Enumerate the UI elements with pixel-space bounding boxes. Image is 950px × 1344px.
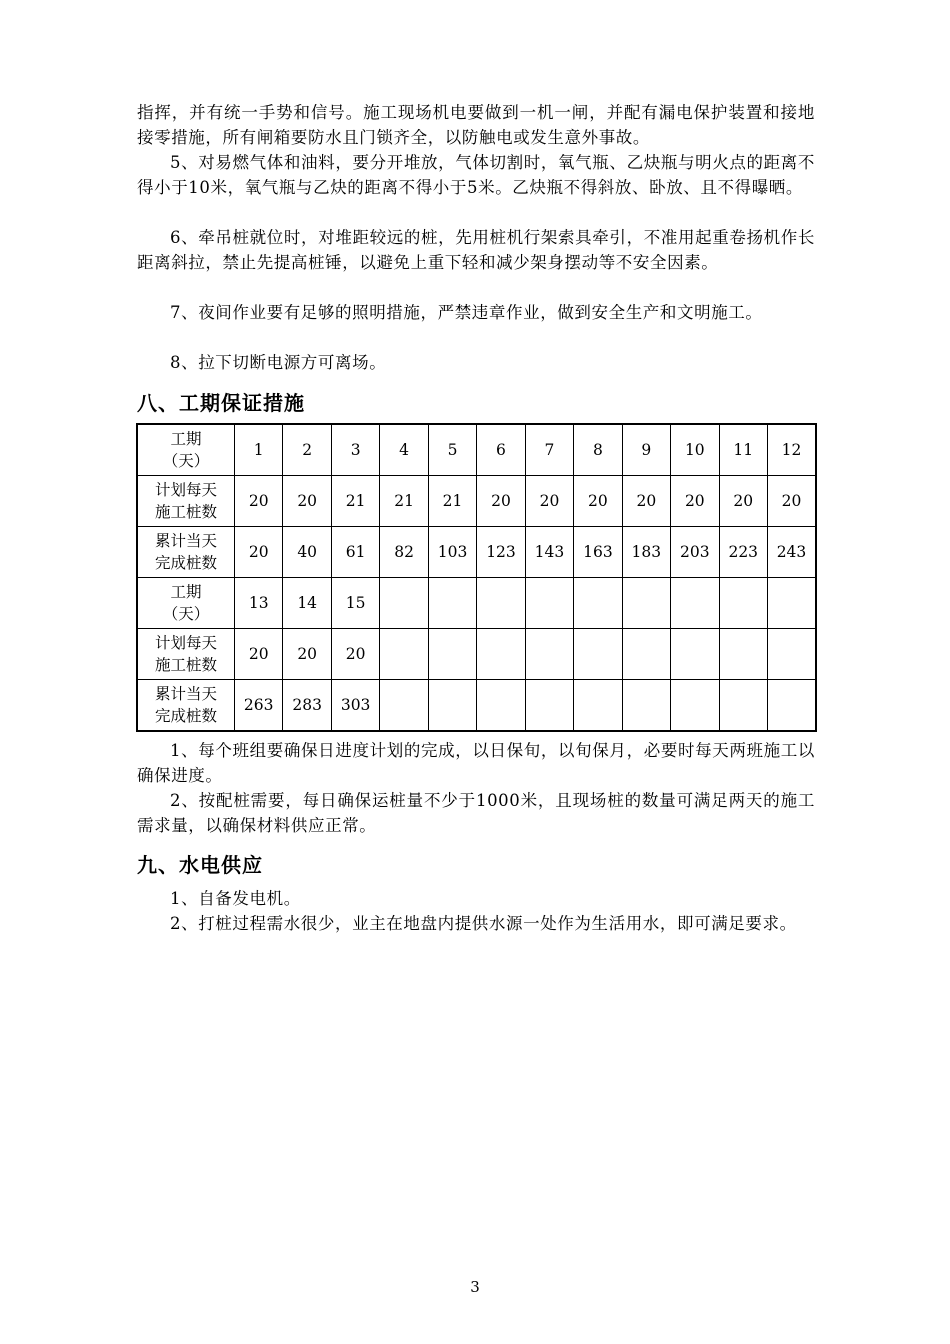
table-cell-plan: 21 (331, 476, 379, 527)
table-row-cumulative (137, 680, 816, 732)
row-header-line: 工期 (170, 430, 202, 448)
row-header-line: 计划每天 (154, 481, 217, 499)
paragraph-item-5: 5、对易燃气体和油料，要分开堆放，气体切割时，氧气瓶、乙炔瓶与明火点的距离不得小于10米，氧气瓶与乙炔的距离不得小于5米。乙炔瓶不得斜放、卧放、且不得曝晒。 (137, 153, 815, 197)
row-header-plan (137, 629, 235, 680)
table-cell-cumulative: 283 (283, 680, 331, 732)
schedule-table (136, 423, 817, 732)
row-header-day (137, 578, 235, 629)
row-header-day (137, 424, 235, 476)
table-cell-plan: 20 (622, 476, 670, 527)
table-cell-plan: 20 (525, 476, 573, 527)
table-cell-day: 11 (719, 424, 767, 476)
table-cell-plan: 20 (283, 476, 331, 527)
table-cell-day (767, 578, 816, 629)
table-cell-plan: 20 (767, 476, 816, 527)
table-cell-plan: 20 (235, 629, 283, 680)
table-cell-cumulative: 263 (235, 680, 283, 732)
table-cell-cumulative: 20 (235, 527, 283, 578)
page-number: 3 (470, 1278, 480, 1296)
table-cell-cumulative (574, 680, 622, 732)
row-header-line: （天） (162, 605, 210, 623)
row-header-line: 工期 (170, 583, 202, 601)
table-cell-cumulative (525, 680, 573, 732)
table-cell-cumulative: 40 (283, 527, 331, 578)
row-header-line: 计划每天 (154, 634, 217, 652)
table-cell-day: 6 (477, 424, 525, 476)
table-cell-cumulative: 203 (671, 527, 719, 578)
table-cell-day: 4 (380, 424, 428, 476)
row-header-line: 累计当天 (154, 532, 217, 550)
table-cell-day: 8 (574, 424, 622, 476)
table-cell-plan (428, 629, 476, 680)
table-cell-plan (477, 629, 525, 680)
table-cell-day: 14 (283, 578, 331, 629)
table-cell-cumulative: 183 (622, 527, 670, 578)
paragraph-continued: 指挥，并有统一手势和信号。施工现场机电要做到一机一闸，并配有漏电保护装置和接地接零措施，所有闸箱要防水且门锁齐全，以防触电或发生意外事故。 (137, 103, 815, 147)
row-header-line: 完成桩数 (154, 707, 217, 725)
row-header-line: （天） (162, 452, 210, 470)
table-cell-plan: 20 (574, 476, 622, 527)
row-header-line: 施工桩数 (154, 503, 217, 521)
table-cell-cumulative (671, 680, 719, 732)
table-cell-day: 5 (428, 424, 476, 476)
table-cell-plan: 20 (671, 476, 719, 527)
table-cell-cumulative: 243 (767, 527, 816, 578)
table-row-plan (137, 629, 816, 680)
section-9-heading: 九、水电供应 (137, 853, 263, 877)
row-header-cumulative (137, 527, 235, 578)
table-row-plan (137, 476, 816, 527)
table-cell-cumulative: 123 (477, 527, 525, 578)
table-cell-plan (671, 629, 719, 680)
row-header-line: 完成桩数 (154, 554, 217, 572)
row-header-cumulative (137, 680, 235, 732)
table-cell-plan (767, 629, 816, 680)
table-cell-cumulative (719, 680, 767, 732)
table-cell-cumulative: 303 (331, 680, 379, 732)
table-cell-day (477, 578, 525, 629)
table-cell-plan: 20 (719, 476, 767, 527)
table-cell-day: 12 (767, 424, 816, 476)
table-cell-plan (380, 629, 428, 680)
table-cell-day: 15 (331, 578, 379, 629)
table-cell-plan: 21 (428, 476, 476, 527)
table-cell-cumulative (477, 680, 525, 732)
table-cell-day: 1 (235, 424, 283, 476)
table-cell-cumulative (767, 680, 816, 732)
paragraph-item-8: 8、拉下切断电源方可离场。 (170, 353, 387, 372)
section-8-note-1: 1、每个班组要确保日进度计划的完成，以日保旬，以旬保月，必要时每天两班施工以确保进度。 (137, 741, 815, 785)
table-cell-cumulative: 103 (428, 527, 476, 578)
table-cell-plan (622, 629, 670, 680)
table-cell-plan (719, 629, 767, 680)
table-row-day (137, 424, 816, 476)
table-cell-plan (525, 629, 573, 680)
paragraph-item-6: 6、牵吊桩就位时，对堆距较远的桩，先用桩机行架索具牵引，不准用起重卷扬机作长距离斜拉，禁止先提高桩锤，以避免上重下轻和减少架身摆动等不安全因素。 (137, 228, 815, 272)
table-cell-day (719, 578, 767, 629)
table-cell-plan: 20 (331, 629, 379, 680)
table-cell-cumulative (428, 680, 476, 732)
table-cell-day (380, 578, 428, 629)
paragraph-item-7: 7、夜间作业要有足够的照明措施，严禁违章作业，做到安全生产和文明施工。 (170, 303, 763, 322)
table-cell-cumulative: 143 (525, 527, 573, 578)
table-cell-day: 10 (671, 424, 719, 476)
row-header-line: 施工桩数 (154, 656, 217, 674)
table-cell-cumulative (380, 680, 428, 732)
table-cell-plan (574, 629, 622, 680)
table-cell-day (671, 578, 719, 629)
table-cell-plan: 20 (477, 476, 525, 527)
table-row-cumulative (137, 527, 816, 578)
table-cell-cumulative (622, 680, 670, 732)
table-cell-plan: 21 (380, 476, 428, 527)
table-cell-day (525, 578, 573, 629)
table-cell-plan: 20 (235, 476, 283, 527)
row-header-line: 累计当天 (154, 685, 217, 703)
table-cell-day: 9 (622, 424, 670, 476)
table-cell-day: 13 (235, 578, 283, 629)
row-header-plan (137, 476, 235, 527)
table-cell-cumulative: 223 (719, 527, 767, 578)
table-row-day (137, 578, 816, 629)
table-cell-day (428, 578, 476, 629)
section-8-note-2: 2、按配桩需要，每日确保运桩量不少于1000米，且现场桩的数量可满足两天的施工需求量，以确保材料供应正常。 (137, 791, 815, 835)
table-cell-day: 3 (331, 424, 379, 476)
table-cell-cumulative: 163 (574, 527, 622, 578)
table-cell-cumulative: 61 (331, 527, 379, 578)
table-cell-cumulative: 82 (380, 527, 428, 578)
section-9-item-1: 1、自备发电机。 (170, 889, 301, 908)
section-9-item-2: 2、打桩过程需水很少，业主在地盘内提供水源一处作为生活用水，即可满足要求。 (170, 914, 797, 933)
table-cell-day: 7 (525, 424, 573, 476)
table-cell-day: 2 (283, 424, 331, 476)
table-cell-plan: 20 (283, 629, 331, 680)
table-cell-day (622, 578, 670, 629)
table-cell-day (574, 578, 622, 629)
section-8-heading: 八、工期保证措施 (137, 391, 305, 415)
